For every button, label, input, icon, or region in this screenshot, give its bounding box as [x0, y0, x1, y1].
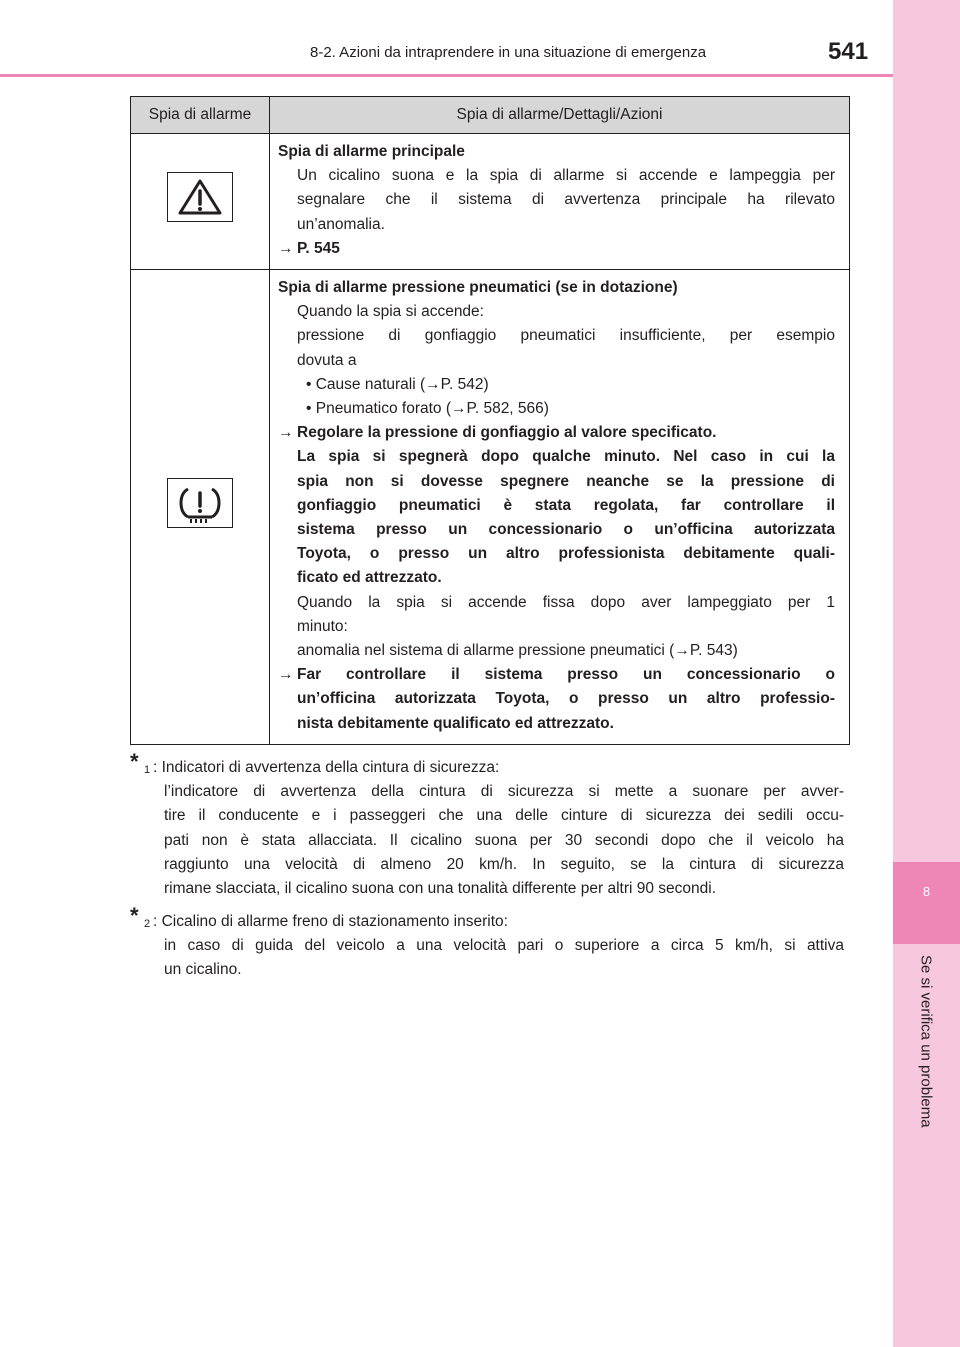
footnote-body — [130, 910, 844, 983]
chapter-number: 8 — [922, 884, 931, 899]
text-line: un’anomalia. — [297, 215, 385, 233]
text-line: spia non si dovesse spegnere neanche se la pressione di — [297, 472, 835, 490]
page-reference[interactable] — [278, 237, 835, 261]
footnote-star: * — [130, 749, 139, 774]
text-line: Un cicalino suona e la spia di allarme si accende e lampeggia per — [297, 167, 835, 185]
warning-lights-table — [130, 96, 850, 745]
icon-cell — [131, 270, 270, 745]
arrow-icon: → — [278, 424, 294, 442]
text-line: anomalia nel sistema di allarme pressione pneumatici (→P. 543) — [297, 642, 738, 660]
master-warning-triangle-icon — [167, 172, 233, 222]
text-line: Toyota, o presso un altro professionista debitamente quali- — [297, 545, 835, 563]
text-line: gonfiaggio pneumatici è stata regolata, far controllare il — [297, 496, 835, 514]
footnote-body — [130, 756, 844, 901]
text-line: pressione di gonfiaggio pneumatici insufficiente, per esempio — [297, 327, 835, 345]
description-cell — [270, 270, 850, 745]
column-header-light: Spia di allarme — [131, 97, 270, 134]
text-line: minuto: — [297, 617, 348, 635]
row-title: Spia di allarme principale — [278, 143, 465, 160]
arrow-icon: → — [278, 666, 294, 684]
action-block — [278, 421, 835, 590]
text-line: Far controllare il sistema presso un concessionario o — [297, 666, 835, 684]
text-line: Regolare la pressione di gonfiaggio al valore specificato. — [297, 424, 717, 442]
text-line: in caso di guida del veicolo a una velocità pari o superiore a circa 5 km/h, si attiva — [164, 937, 844, 955]
text-line: un’officina autorizzata Toyota, o presso un altro professio- — [297, 690, 835, 708]
text-line: nista debitamente qualificato ed attrezzato. — [297, 714, 614, 732]
text-line: tire il conducente e i passeggeri che una delle cinture di sicurezza dei sedili occu- — [164, 807, 844, 825]
text-line: : Cicalino di allarme freno di stazionamento inserito: — [153, 913, 508, 930]
row-title: Spia di allarme pressione pneumatici (se in dotazione) — [278, 279, 678, 297]
text-line: La spia si spegnerà dopo qualche minuto. Nel caso in cui la — [297, 448, 835, 466]
text-line: dovuta a — [297, 351, 357, 369]
text-line: Quando la spia si accende fissa dopo aver lampeggiato per 1 — [297, 593, 835, 611]
tire-pressure-warning-icon — [167, 478, 233, 528]
chapter-title: Se si verifica un problema — [917, 955, 935, 1128]
table-row — [131, 270, 850, 745]
text-line: pati non è stata allacciata. Il cicalino suona per 30 secondi dopo che il veicolo ha — [164, 831, 844, 849]
description-cell — [270, 134, 850, 270]
footnote-1 — [130, 749, 844, 901]
footnote-number: 2 — [144, 918, 151, 930]
text-line: l’indicatore di avvertenza della cintura di sicurezza si mette a suonare per avver- — [164, 783, 844, 801]
column-header-details: Spia di allarme/Dettagli/Azioni — [270, 97, 850, 134]
footnote-star: * — [130, 903, 139, 928]
table-row — [131, 134, 850, 270]
footnote-number: 1 — [144, 764, 151, 776]
text-line: ficato ed attrezzato. — [297, 569, 442, 587]
header-divider — [0, 74, 893, 77]
chapter-sidebar — [893, 0, 960, 1347]
page-reference-link[interactable]: P. 545 — [297, 239, 340, 257]
text-line: Quando la spia si accende: — [297, 303, 484, 321]
text-line: rimane slacciata, il cicalino suona con una tonalità differente per altri 90 secondi. — [164, 880, 717, 898]
text-line: raggiunto una velocità di almeno 20 km/h. In seguito, se la cintura di sicurezza — [164, 855, 844, 873]
list-item[interactable]: • Pneumatico forato (→P. 582, 566) — [306, 400, 549, 418]
text-line: : Indicatori di avvertenza della cintura di sicurezza: — [153, 759, 500, 776]
section-title: 8-2. Azioni da intraprendere in una situazione di emergenza — [310, 44, 707, 61]
icon-cell — [131, 134, 270, 270]
arrow-icon: → — [278, 239, 294, 257]
table-header-row — [131, 97, 850, 134]
text-line: un cicalino. — [164, 961, 242, 979]
chapter-tab[interactable] — [893, 862, 960, 944]
action-text — [297, 663, 835, 736]
page-number: 541 — [828, 38, 869, 65]
action-text — [297, 421, 835, 590]
text-line: sistema presso un concessionario o un’officina autorizzata — [297, 521, 835, 539]
text-line: segnalare che il sistema di avvertenza principale ha rilevato — [297, 191, 835, 209]
footnote-2 — [130, 903, 844, 983]
action-block — [278, 663, 835, 736]
list-item[interactable]: • Cause naturali (→P. 542) — [306, 375, 489, 393]
